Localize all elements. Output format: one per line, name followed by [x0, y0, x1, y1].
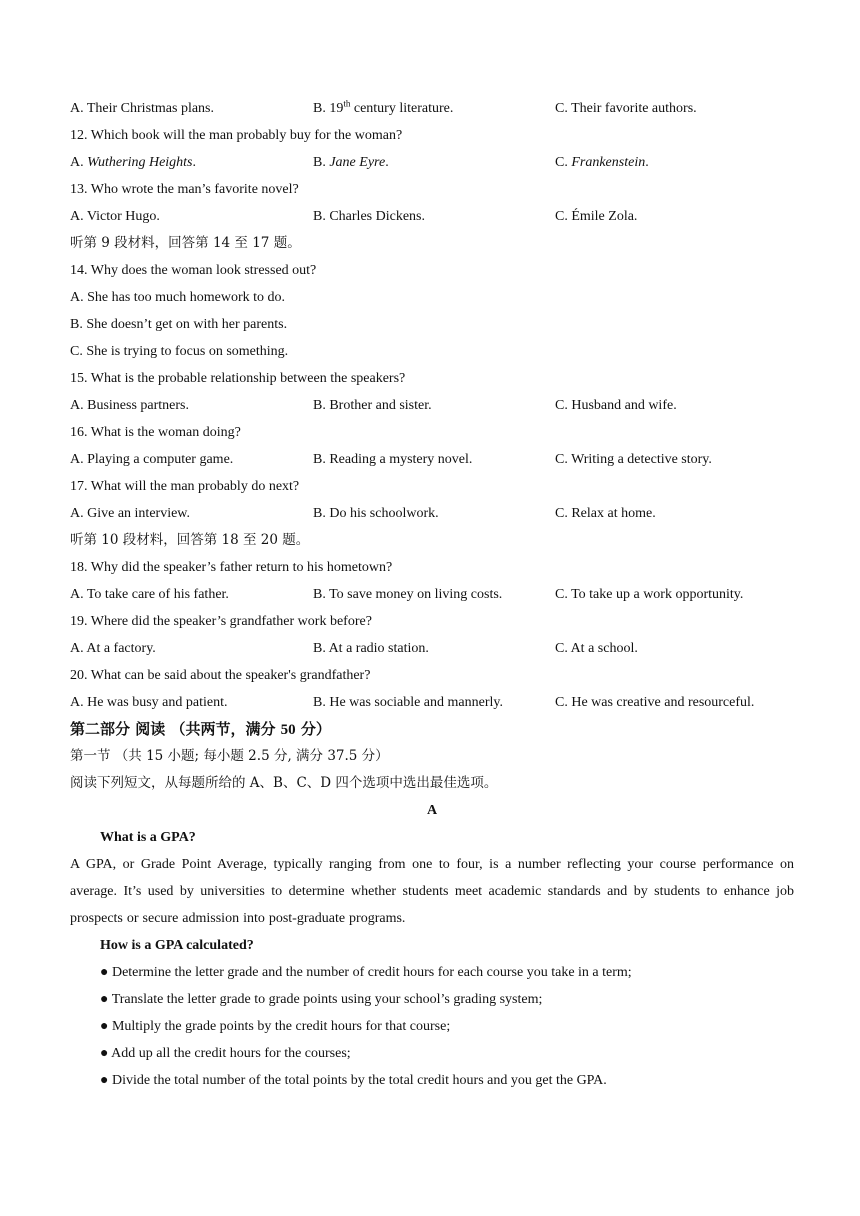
option-a: A. Playing a computer game.	[70, 452, 234, 467]
bullet-item: ● Translate the letter grade to grade points using your school’s grading system;	[100, 992, 543, 1007]
option-a: A. To take care of his father.	[70, 587, 229, 602]
question-19-stem: 19. Where did the speaker’s grandfather work before?	[70, 614, 372, 629]
option-c: C. Émile Zola.	[555, 209, 638, 224]
option-c: C. Husband and wife.	[555, 398, 677, 413]
option-b: B. At a radio station.	[313, 641, 429, 656]
listening-instruction-10: 听第 10 段材料，回答第 18 至 20 题。	[70, 532, 310, 548]
option-b: B. He was sociable and mannerly.	[313, 695, 503, 710]
question-13-options	[70, 203, 794, 230]
question-16-options	[70, 446, 794, 473]
question-15-options	[70, 392, 794, 419]
option-c: C. Frankenstein.	[555, 155, 649, 170]
option-a: A. Victor Hugo.	[70, 209, 160, 224]
option-c: C. He was creative and resourceful.	[555, 695, 755, 710]
option-a: A. Wuthering Heights.	[70, 155, 197, 170]
option-c: C. Writing a detective story.	[555, 452, 712, 467]
part-two-title: 第二部分 阅读 （共两节，满分 50 分）	[70, 720, 331, 738]
option-c: C. Relax at home.	[555, 506, 656, 521]
option-c: C. To take up a work opportunity.	[555, 587, 744, 602]
question-16-stem: 16. What is the woman doing?	[70, 425, 241, 440]
option-a: A. Business partners.	[70, 398, 189, 413]
bullet-item: ● Add up all the credit hours for the courses;	[100, 1046, 351, 1061]
listening-instruction-9: 听第 9 段材料，回答第 14 至 17 题。	[70, 235, 301, 251]
option-a: A. Give an interview.	[70, 506, 190, 521]
option-b: B. Charles Dickens.	[313, 209, 425, 224]
option-b: B. To save money on living costs.	[313, 587, 503, 602]
option-c: C. Their favorite authors.	[555, 101, 697, 116]
question-12-options	[70, 149, 794, 176]
option-b: B. 19th century literature.	[313, 98, 454, 116]
option-b: B. Jane Eyre.	[313, 155, 389, 170]
question-14-option-a: A. She has too much homework to do.	[70, 290, 286, 305]
option-b: B. Brother and sister.	[313, 398, 432, 413]
option-b: B. Do his schoolwork.	[313, 506, 439, 521]
question-17-stem: 17. What will the man probably do next?	[70, 479, 300, 494]
option-b: B. Reading a mystery novel.	[313, 452, 473, 467]
bullet-item: ● Multiply the grade points by the credit hours for that course;	[100, 1019, 451, 1034]
option-a: A. At a factory.	[70, 641, 156, 656]
question-17-options	[70, 500, 794, 527]
question-20-options	[70, 689, 794, 716]
question-18-options	[70, 581, 794, 608]
option-a: A. He was busy and patient.	[70, 695, 228, 710]
bullet-item: ● Determine the letter grade and the number of credit hours for each course you take in a term;	[100, 965, 632, 980]
passage-heading-what-is-gpa: What is a GPA?	[100, 830, 196, 845]
question-18-stem: 18. Why did the speaker’s father return to his hometown?	[70, 560, 393, 575]
option-c: C. At a school.	[555, 641, 638, 656]
question-14-stem: 14. Why does the woman look stressed out?	[70, 263, 317, 278]
question-20-stem: 20. What can be said about the speaker's grandfather?	[70, 668, 371, 683]
reading-directions: 阅读下列短文，从每题所给的 A、B、C、D 四个选项中选出最佳选项。	[70, 775, 498, 791]
section-one-title: 第一节 （共 15 小题; 每小题 2.5 分, 满分 37.5 分）	[70, 748, 389, 764]
option-a: A. Their Christmas plans.	[70, 101, 215, 116]
passage-heading-how-calculated: How is a GPA calculated?	[100, 938, 254, 953]
question-12-stem: 12. Which book will the man probably buy for the woman?	[70, 128, 403, 143]
bullet-item: ● Divide the total number of the total points by the total credit hours and you get the GPA.	[100, 1073, 607, 1088]
passage-label: A	[426, 803, 438, 818]
exam-page	[70, 95, 794, 1094]
question-15-stem: 15. What is the probable relationship between the speakers?	[70, 371, 406, 386]
question-14-option-c: C. She is trying to focus on something.	[70, 344, 289, 359]
passage-paragraph: A GPA, or Grade Point Average, typically ranging from one to four, is a number reflecting your course performance on average. It’s used by universities to determine whether students meet academic standards and by students to enhance job prospects or secure admission into post-graduate programs.	[70, 857, 794, 926]
question-14-option-b: B. She doesn’t get on with her parents.	[70, 317, 288, 332]
question-11-options	[70, 95, 794, 122]
question-13-stem: 13. Who wrote the man’s favorite novel?	[70, 182, 299, 197]
question-19-options	[70, 635, 794, 662]
